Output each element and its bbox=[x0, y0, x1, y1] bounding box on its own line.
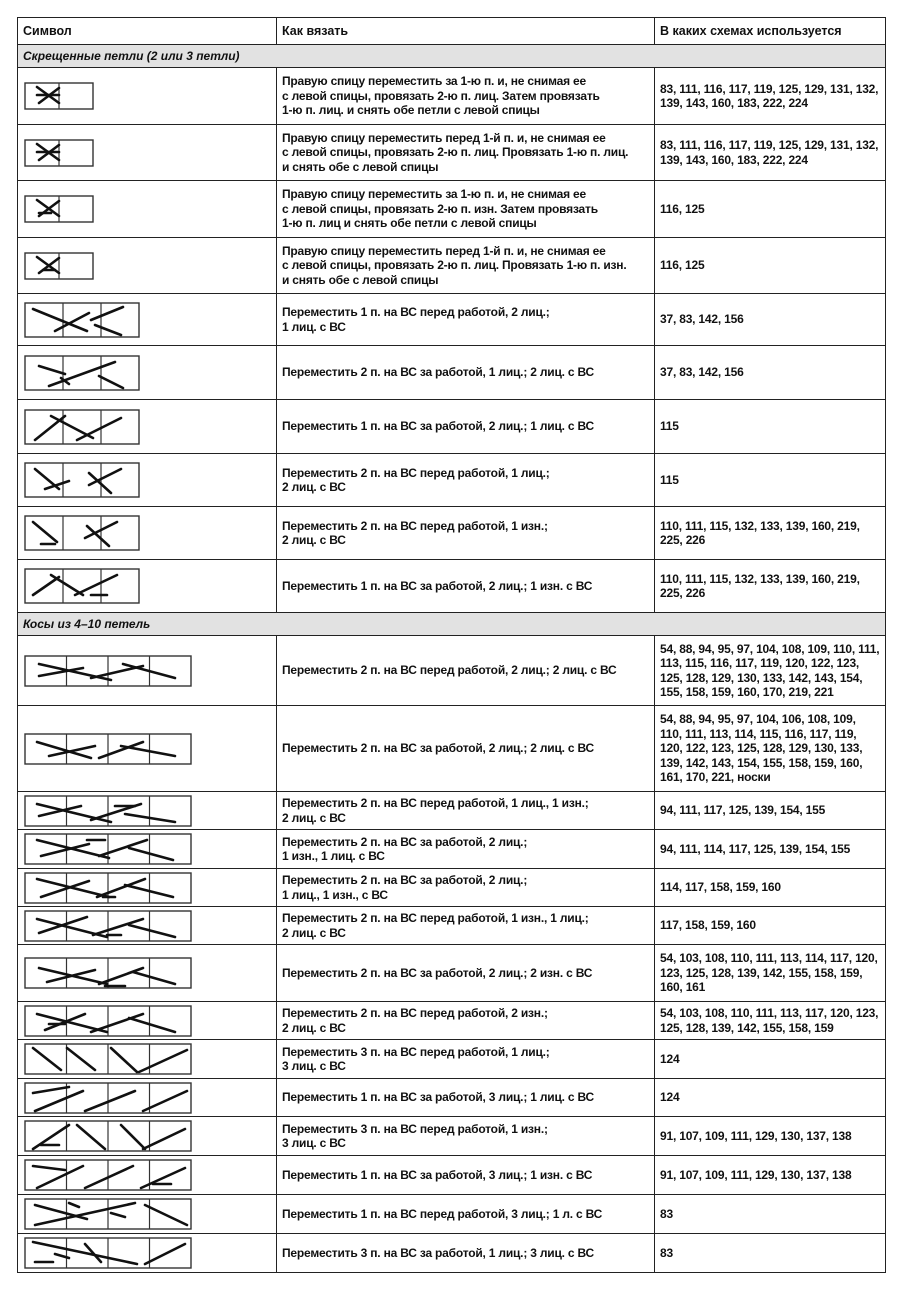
how-line: Правую спицу переместить за 1-ю п. и, не снимая ее bbox=[282, 187, 586, 202]
symbol-cell bbox=[18, 454, 277, 507]
how-line: Переместить 1 п. на ВС за работой, 2 лиц.; 1 изн. с ВС bbox=[282, 578, 593, 593]
table-row bbox=[18, 1117, 886, 1156]
how-line: 1-ю п. лиц. и снять обе петли с левой спицы bbox=[282, 103, 540, 118]
how-cell bbox=[277, 68, 655, 125]
how-line: Переместить 2 п. на ВС перед работой, 2 лиц.; 2 лиц. с ВС bbox=[282, 663, 617, 678]
table-row bbox=[18, 1195, 886, 1234]
section-title: Косы из 4–10 петель bbox=[18, 613, 886, 636]
header-symbol: Символ bbox=[18, 18, 277, 45]
how-cell bbox=[277, 181, 655, 238]
symbol-cell bbox=[18, 1040, 277, 1079]
how-line: Переместить 2 п. на ВС перед работой, 2 изн.; bbox=[282, 1006, 548, 1020]
twisted-purl-back-icon bbox=[23, 194, 95, 224]
symbol-cell bbox=[18, 907, 277, 945]
symbol-cell bbox=[18, 1117, 277, 1156]
how-cell bbox=[277, 238, 655, 294]
cable-1-over-2-purl-back-icon bbox=[23, 567, 141, 605]
header-row bbox=[18, 18, 886, 45]
symbol-cell bbox=[18, 706, 277, 792]
used-cell: 54, 88, 94, 95, 97, 104, 106, 108, 109, 110, 111, 113, 114, 115, 116, 117, 119, 120, 122, 123, 125, 128, 129, 130, 133, 139, 142, 143, 154, 155, 158, 159, 160, 161, 170, 221, носки bbox=[655, 706, 886, 792]
how-cell bbox=[277, 1079, 655, 1117]
table-row bbox=[18, 1040, 886, 1079]
used-cell: 37, 83, 142, 156 bbox=[655, 294, 886, 346]
how-cell bbox=[277, 907, 655, 945]
how-cell bbox=[277, 1002, 655, 1040]
how-line: Переместить 2 п. на ВС перед работой, 1 лиц.; bbox=[282, 465, 550, 480]
table-row bbox=[18, 907, 886, 945]
how-line: 2 лиц. с ВС bbox=[282, 925, 346, 940]
header-used: В каких схемах используется bbox=[655, 18, 886, 45]
how-line: Переместить 1 п. на ВС за работой, 2 лиц.; 1 лиц. с ВС bbox=[282, 419, 594, 434]
symbols-table bbox=[17, 17, 886, 1273]
used-cell: 54, 88, 94, 95, 97, 104, 108, 109, 110, 111, 113, 115, 116, 117, 119, 120, 122, 123, 125, 128, 129, 130, 133, 142, 143, 154, 155, 158, 159, 160, 170, 219, 221 bbox=[655, 636, 886, 706]
how-line: Переместить 1 п. на ВС за работой, 3 лиц.; 1 лиц. с ВС bbox=[282, 1090, 594, 1105]
how-cell bbox=[277, 1117, 655, 1156]
how-cell bbox=[277, 294, 655, 346]
how-line: 1 лиц. с ВС bbox=[282, 319, 346, 334]
how-line: Правую спицу переместить перед 1-й п. и, не снимая ее bbox=[282, 130, 606, 145]
cable-1-3-purl-back-icon bbox=[23, 1158, 193, 1192]
how-cell bbox=[277, 869, 655, 907]
how-line: и снять обе с левой спицы bbox=[282, 272, 439, 287]
how-line: Переместить 1 п. на ВС перед работой, 3 лиц.; 1 л. с ВС bbox=[282, 1206, 603, 1221]
how-line: Переместить 3 п. на ВС перед работой, 1 лиц.; bbox=[282, 1044, 550, 1059]
used-cell: 83, 111, 116, 117, 119, 125, 129, 131, 132, 139, 143, 160, 183, 222, 224 bbox=[655, 125, 886, 181]
how-line: с левой спицы, провязать 2-ю п. изн. Затем провязать bbox=[282, 201, 598, 216]
cable-2-over-1-purl-front-icon bbox=[23, 514, 141, 552]
table-row bbox=[18, 1002, 886, 1040]
table-row bbox=[18, 706, 886, 792]
symbol-cell bbox=[18, 346, 277, 400]
table-row bbox=[18, 454, 886, 507]
how-line: 2 лиц. с ВС bbox=[282, 810, 346, 825]
used-cell: 110, 111, 115, 132, 133, 139, 160, 219, 225, 226 bbox=[655, 507, 886, 560]
how-line: Переместить 2 п. на ВС перед работой, 1 изн.; bbox=[282, 518, 548, 533]
how-line: с левой спицы, провязать 2-ю п. лиц. Провязать 1-ю п. лиц. bbox=[282, 145, 629, 160]
symbol-cell bbox=[18, 560, 277, 613]
table-row bbox=[18, 507, 886, 560]
how-line: с левой спицы, провязать 2-ю п. лиц. Провязать 1-ю п. изн. bbox=[282, 258, 627, 273]
how-cell bbox=[277, 792, 655, 830]
cable-1-3-front-icon bbox=[23, 1197, 193, 1231]
table-row bbox=[18, 181, 886, 238]
table-row bbox=[18, 346, 886, 400]
how-cell bbox=[277, 830, 655, 869]
how-line: Правую спицу переместить за 1-ю п. и, не снимая ее bbox=[282, 74, 586, 89]
how-line: 2 лиц. с ВС bbox=[282, 533, 346, 547]
how-cell bbox=[277, 400, 655, 454]
symbol-cell bbox=[18, 1002, 277, 1040]
table-body bbox=[18, 45, 886, 1273]
how-cell bbox=[277, 125, 655, 181]
section-header-row bbox=[18, 45, 886, 68]
how-line: Переместить 1 п. на ВС перед работой, 2 лиц.; bbox=[282, 305, 550, 319]
used-cell: 124 bbox=[655, 1040, 886, 1079]
used-cell: 115 bbox=[655, 400, 886, 454]
used-cell: 83 bbox=[655, 1234, 886, 1273]
how-cell bbox=[277, 945, 655, 1002]
used-cell: 116, 125 bbox=[655, 238, 886, 294]
how-cell bbox=[277, 1156, 655, 1195]
symbol-cell bbox=[18, 830, 277, 869]
how-line: Переместить 2 п. на ВС за работой, 2 лиц.; bbox=[282, 834, 528, 849]
twisted-purl-front-icon bbox=[23, 251, 95, 281]
table-row bbox=[18, 1079, 886, 1117]
table-row bbox=[18, 1234, 886, 1273]
how-line: Переместить 2 п. на ВС за работой, 2 лиц.; bbox=[282, 873, 528, 887]
cable-3-1-front-icon bbox=[23, 1042, 193, 1076]
cable-1-over-2-back-icon bbox=[23, 408, 141, 446]
table-row bbox=[18, 294, 886, 346]
symbol-grid-frame bbox=[25, 569, 139, 603]
how-line: Переместить 2 п. на ВС за работой, 1 лиц.; 2 лиц. с ВС bbox=[282, 365, 594, 380]
table-row bbox=[18, 792, 886, 830]
how-line: с левой спицы, провязать 2-ю п. лиц. Затем провязать bbox=[282, 88, 600, 103]
used-cell: 94, 111, 114, 117, 125, 139, 154, 155 bbox=[655, 830, 886, 869]
cable-3-1-purl-front-icon bbox=[23, 1119, 193, 1153]
symbol-cell bbox=[18, 869, 277, 907]
section-header-row bbox=[18, 613, 886, 636]
symbol-cell bbox=[18, 792, 277, 830]
twisted-knit-front-icon bbox=[23, 138, 95, 168]
how-line: 2 лиц. с ВС bbox=[282, 1020, 346, 1035]
symbol-cell bbox=[18, 507, 277, 560]
how-line: и снять обе с левой спицы bbox=[282, 159, 439, 174]
how-line: Правую спицу переместить перед 1-й п. и, не снимая ее bbox=[282, 243, 606, 258]
how-line: Переместить 1 п. на ВС за работой, 3 лиц.; 1 изн. с ВС bbox=[282, 1167, 593, 1182]
used-cell: 124 bbox=[655, 1079, 886, 1117]
used-cell: 83, 111, 116, 117, 119, 125, 129, 131, 132, 139, 143, 160, 183, 222, 224 bbox=[655, 68, 886, 125]
cable-1-over-2-front-icon bbox=[23, 301, 141, 339]
section-title: Скрещенные петли (2 или 3 петли) bbox=[18, 45, 886, 68]
used-cell: 54, 103, 108, 110, 111, 113, 117, 120, 123, 125, 128, 139, 142, 155, 158, 159 bbox=[655, 1002, 886, 1040]
cable-2-2-front-purl-knit-icon bbox=[23, 909, 193, 943]
table-row bbox=[18, 945, 886, 1002]
how-cell bbox=[277, 1040, 655, 1079]
cable-2-2-front-knit-purl-icon bbox=[23, 794, 193, 828]
symbol-cell bbox=[18, 400, 277, 454]
table-row bbox=[18, 68, 886, 125]
table-row bbox=[18, 869, 886, 907]
symbol-cell bbox=[18, 636, 277, 706]
how-cell bbox=[277, 454, 655, 507]
symbol-cell bbox=[18, 945, 277, 1002]
used-cell: 117, 158, 159, 160 bbox=[655, 907, 886, 945]
used-cell: 116, 125 bbox=[655, 181, 886, 238]
cable-2-over-1-back-icon bbox=[23, 354, 141, 392]
how-line: 2 лиц. с ВС bbox=[282, 480, 346, 494]
how-cell bbox=[277, 1195, 655, 1234]
symbol-cell bbox=[18, 294, 277, 346]
how-cell bbox=[277, 507, 655, 560]
how-cell bbox=[277, 1234, 655, 1273]
symbol-cell bbox=[18, 181, 277, 238]
how-line: Переместить 3 п. на ВС перед работой, 1 изн.; bbox=[282, 1121, 548, 1136]
used-cell: 94, 111, 117, 125, 139, 154, 155 bbox=[655, 792, 886, 830]
used-cell: 110, 111, 115, 132, 133, 139, 160, 219, 225, 226 bbox=[655, 560, 886, 613]
how-line: Переместить 2 п. на ВС за работой, 2 лиц.; 2 изн. с ВС bbox=[282, 965, 593, 980]
used-cell: 54, 103, 108, 110, 111, 113, 114, 117, 120, 123, 125, 128, 139, 142, 155, 158, 159, 160, 161 bbox=[655, 945, 886, 1002]
symbol-cell bbox=[18, 1234, 277, 1273]
symbol-cell bbox=[18, 68, 277, 125]
table-row bbox=[18, 1156, 886, 1195]
table-row bbox=[18, 636, 886, 706]
table-row bbox=[18, 830, 886, 869]
table-row bbox=[18, 400, 886, 454]
used-cell: 115 bbox=[655, 454, 886, 507]
table-row bbox=[18, 125, 886, 181]
cable-2-2-back-purl-icon bbox=[23, 956, 193, 990]
cable-2-2-back-icon bbox=[23, 732, 193, 766]
table-row bbox=[18, 238, 886, 294]
how-line: 1 лиц., 1 изн., с ВС bbox=[282, 887, 388, 902]
used-cell: 91, 107, 109, 111, 129, 130, 137, 138 bbox=[655, 1117, 886, 1156]
cable-2-2-back-knit-purl-icon bbox=[23, 871, 193, 905]
header-how: Как вязать bbox=[277, 18, 655, 45]
cable-2-over-1-front-icon bbox=[23, 461, 141, 499]
how-line: Переместить 3 п. на ВС за работой, 1 лиц.; 3 лиц. с ВС bbox=[282, 1245, 594, 1260]
how-cell bbox=[277, 636, 655, 706]
used-cell: 37, 83, 142, 156 bbox=[655, 346, 886, 400]
how-line: 3 лиц. с ВС bbox=[282, 1059, 346, 1073]
how-cell bbox=[277, 346, 655, 400]
how-line: 1-ю п. лиц и снять обе петли с левой спицы bbox=[282, 216, 537, 231]
twisted-knit-back-icon bbox=[23, 81, 95, 111]
cable-2-2-front-purl-icon bbox=[23, 1004, 193, 1038]
how-cell bbox=[277, 706, 655, 792]
symbol-cell bbox=[18, 1195, 277, 1234]
symbol-cell bbox=[18, 125, 277, 181]
how-line: Переместить 2 п. на ВС за работой, 2 лиц.; 2 лиц. с ВС bbox=[282, 741, 594, 756]
how-line: Переместить 2 п. на ВС перед работой, 1 лиц., 1 изн.; bbox=[282, 796, 589, 810]
how-line: 3 лиц. с ВС bbox=[282, 1136, 346, 1150]
symbol-cell bbox=[18, 1079, 277, 1117]
table-row bbox=[18, 560, 886, 613]
cable-2-2-back-purl-knit-icon bbox=[23, 832, 193, 866]
how-line: 1 изн., 1 лиц. с ВС bbox=[282, 849, 385, 863]
cable-1-3-back-icon bbox=[23, 1081, 193, 1115]
how-cell bbox=[277, 560, 655, 613]
symbol-cell bbox=[18, 1156, 277, 1195]
cable-2-2-front-icon bbox=[23, 654, 193, 688]
used-cell: 114, 117, 158, 159, 160 bbox=[655, 869, 886, 907]
symbol-cell bbox=[18, 238, 277, 294]
how-line: Переместить 2 п. на ВС перед работой, 1 изн., 1 лиц.; bbox=[282, 911, 589, 925]
used-cell: 91, 107, 109, 111, 129, 130, 137, 138 bbox=[655, 1156, 886, 1195]
cable-3-1-back-icon bbox=[23, 1236, 193, 1270]
used-cell: 83 bbox=[655, 1195, 886, 1234]
